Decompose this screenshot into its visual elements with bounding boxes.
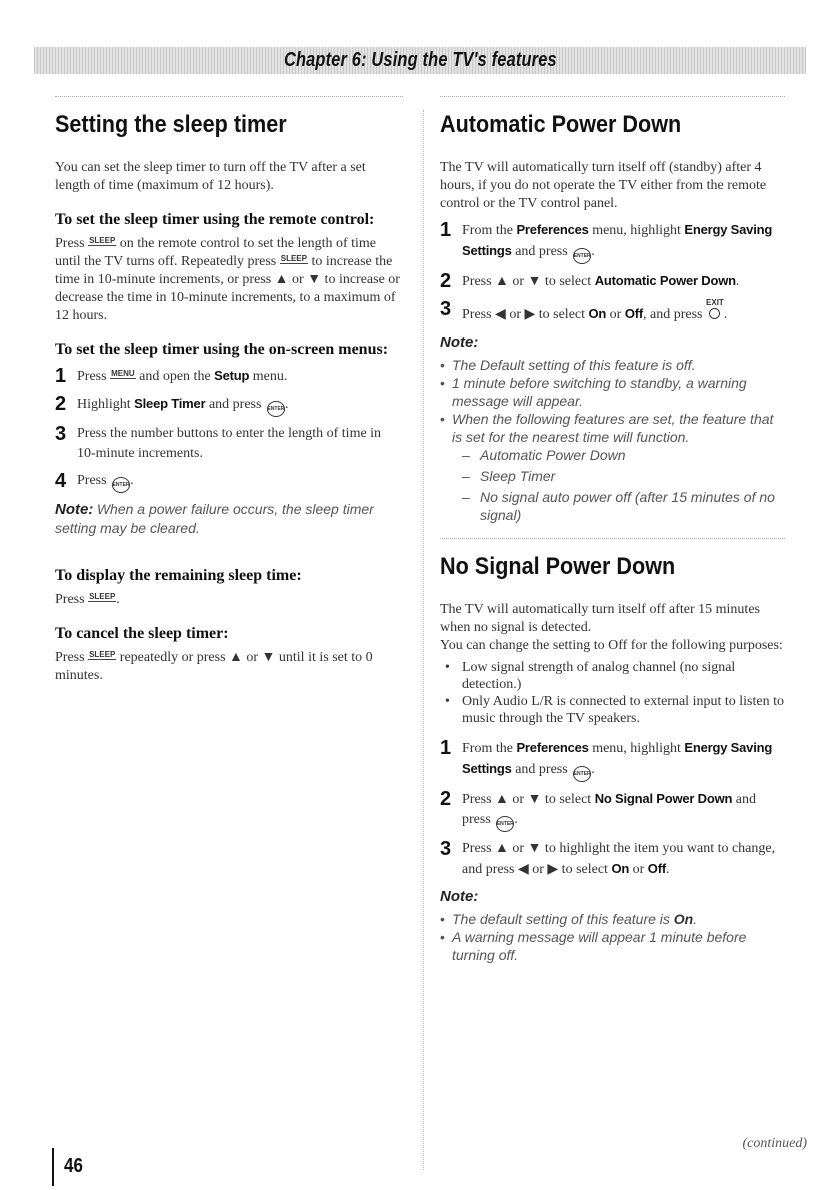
nspd-step-2: 2 Press ▲ or ▼ to select No Signal Power Down and press ENTER. xyxy=(440,788,785,832)
chapter-title: Chapter 6: Using the TV's features xyxy=(283,49,557,71)
nspd-step-3: 3 Press ▲ or ▼ to highlight the item you want to change, and press ◀ or ▶ to select On or Off. xyxy=(440,838,776,877)
onscreen-heading: To set the sleep timer using the on-screen menus: xyxy=(55,341,389,358)
cancel-text: Press SLEEP repeatedly or press ▲ or ▼ until it is set to 0 minutes. xyxy=(55,650,373,683)
page-number: 46 xyxy=(64,1155,83,1177)
note-item: • A warning message will appear 1 minute before turning off. xyxy=(440,928,785,964)
menu-button-icon: MENU xyxy=(111,369,135,378)
note-item: • The Default setting of this feature is off. xyxy=(440,356,785,374)
sleep-button-icon: SLEEP xyxy=(89,650,116,659)
chapter-banner xyxy=(34,47,806,74)
page-number-bar xyxy=(52,1148,54,1186)
purpose-item: • Low signal strength of analog channel (no signal detection.) xyxy=(440,659,785,693)
section-rule xyxy=(55,96,403,97)
nspd-intro: The TV will automatically turn itself off after 15 minutes when no signal is detected. xyxy=(440,602,760,635)
sleep-timer-heading: Setting the sleep timer xyxy=(55,111,287,138)
continued-label: (continued) xyxy=(742,1136,807,1151)
purpose-item: • Only Audio L/R is connected to external input to listen to music through the TV speakers. xyxy=(440,693,785,727)
exit-button-icon: EXIT xyxy=(706,299,724,326)
sleep-button-icon: SLEEP xyxy=(280,254,307,263)
remote-heading: To set the sleep timer using the remote control: xyxy=(55,211,375,228)
apd-heading: Automatic Power Down xyxy=(440,111,682,138)
apd-step-3: 3 Press ◀ or ▶ to select On or Off, and press EXIT . xyxy=(440,298,785,326)
onscreen-step-3: 3 Press the number buttons to enter the length of time in 10-minute increments. xyxy=(55,423,382,461)
right-column xyxy=(440,96,785,964)
apd-intro: The TV will automatically turn itself off (standby) after 4 hours, if you do not operate the TV either from the remote control or the TV control panel. xyxy=(440,160,767,211)
note-item: • When the following features are set, the feature that is set for the nearest time will function. xyxy=(440,410,785,446)
apd-note: Note: • The Default setting of this feature is off. • 1 minute before switching to standby, a warning message will appear. • When the following features are set, the feature that is set for the nearest time will function. – Automatic Power Down – Sleep Timer – No signal auto power off (after 15 minutes of no signal) xyxy=(440,334,785,524)
subnote-item: – Sleep Timer xyxy=(462,467,785,485)
left-column xyxy=(55,96,403,691)
column-divider xyxy=(423,110,424,1170)
onscreen-step-4: 4 Press ENTER. xyxy=(55,470,134,492)
enter-button-icon: ENTER xyxy=(496,816,514,832)
onscreen-step-2: 2 Highlight Sleep Timer and press ENTER. xyxy=(55,393,289,415)
display-text: Press SLEEP. xyxy=(55,592,120,607)
apd-step-2: 2 Press ▲ or ▼ to select Automatic Power Down. xyxy=(440,270,740,292)
sleep-button-icon: SLEEP xyxy=(89,592,116,601)
onscreen-step-1: 1 Press MENU and open the Setup menu. xyxy=(55,365,288,387)
sleep-button-icon: SLEEP xyxy=(89,236,116,245)
nspd-intro2: You can change the setting to Off for the following purposes: xyxy=(440,638,783,653)
apd-step-1: 1 From the Preferences menu, highlight Energy Saving Settings and press ENTER. xyxy=(440,219,785,264)
nspd-step-1: 1 From the Preferences menu, highlight Energy Saving Settings and press ENTER. xyxy=(440,737,785,782)
cancel-heading: To cancel the sleep timer: xyxy=(55,625,229,642)
section-rule xyxy=(440,96,785,97)
sleep-timer-intro: You can set the sleep timer to turn off the TV after a set length of time (maximum of 12 hours). xyxy=(55,160,366,193)
enter-button-icon: ENTER xyxy=(573,766,591,782)
subnote-item: – No signal auto power off (after 15 minutes of no signal) xyxy=(462,488,785,524)
note-item: • The default setting of this feature is On. xyxy=(440,910,785,928)
nspd-note: Note: • The default setting of this feature is On. • A warning message will appear 1 minute before turning off. xyxy=(440,888,785,964)
section-rule xyxy=(440,538,785,539)
nspd-heading: No Signal Power Down xyxy=(440,553,676,580)
enter-button-icon: ENTER xyxy=(573,248,591,264)
enter-button-icon: ENTER xyxy=(267,401,285,417)
subnote-item: – Automatic Power Down xyxy=(462,446,785,464)
remote-instructions: Press SLEEP on the remote control to set the length of time until the TV turns off. Repeatedly press SLEEP to increase the time in 10-minute increments, or press ▲ or ▼ to increase or decrease the time in 10-minute increments, to a maximum of 12 hours. xyxy=(55,236,400,323)
enter-button-icon: ENTER xyxy=(112,477,130,493)
display-heading: To display the remaining sleep time: xyxy=(55,567,302,584)
sleep-note: Note: When a power failure occurs, the sleep timer setting may be cleared. xyxy=(55,501,374,536)
note-item: • 1 minute before switching to standby, a warning message will appear. xyxy=(440,374,785,410)
